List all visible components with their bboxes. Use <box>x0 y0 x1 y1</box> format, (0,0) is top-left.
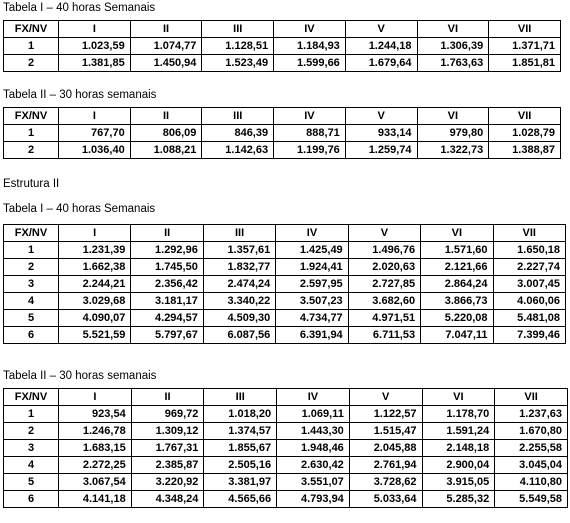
salary-value-cell: 806,09 <box>130 125 202 142</box>
salary-value-cell: 5.481,08 <box>493 310 565 327</box>
header-fx-nv: FX/NV <box>4 389 59 406</box>
header-level: VI <box>417 108 489 125</box>
salary-value-cell: 3.220,92 <box>131 474 204 491</box>
salary-value-cell: 3.007,45 <box>493 276 565 293</box>
salary-value-cell: 979,80 <box>417 125 489 142</box>
header-level: I <box>59 21 131 38</box>
header-level: I <box>59 389 132 406</box>
salary-value-cell: 2.597,95 <box>276 276 348 293</box>
header-level: IV <box>277 389 350 406</box>
row-fx-cell: 6 <box>4 491 59 508</box>
salary-value-cell: 1.036,40 <box>59 142 131 159</box>
salary-value-cell: 969,72 <box>131 406 204 423</box>
salary-value-cell: 1.425,49 <box>276 242 348 259</box>
salary-value-cell: 2.227,74 <box>493 259 565 276</box>
header-level: III <box>202 21 274 38</box>
header-level: V <box>345 108 417 125</box>
salary-value-cell: 1.948,46 <box>277 440 350 457</box>
salary-value-cell: 1.309,12 <box>131 423 204 440</box>
header-level: IV <box>276 225 348 242</box>
row-fx-cell: 1 <box>4 242 59 259</box>
salary-value-cell: 3.507,23 <box>276 293 348 310</box>
row-fx-cell: 3 <box>4 276 59 293</box>
salary-value-cell: 1.523,49 <box>202 55 274 72</box>
salary-value-cell: 1.018,20 <box>204 406 277 423</box>
salary-value-cell: 1.443,30 <box>277 423 350 440</box>
salary-value-cell: 923,54 <box>59 406 132 423</box>
salary-table-3 <box>3 224 566 344</box>
salary-value-cell: 767,70 <box>59 125 131 142</box>
header-level: V <box>345 21 417 38</box>
table-row <box>4 310 566 327</box>
row-fx-cell: 2 <box>4 55 59 72</box>
header-level: VII <box>489 21 561 38</box>
table-row <box>4 55 561 72</box>
salary-value-cell: 2.272,25 <box>59 457 132 474</box>
salary-value-cell: 4.734,77 <box>276 310 348 327</box>
salary-value-cell: 5.285,32 <box>422 491 495 508</box>
salary-value-cell: 1.028,79 <box>489 125 561 142</box>
salary-value-cell: 1.763,63 <box>417 55 489 72</box>
salary-value-cell: 1.670,80 <box>495 423 568 440</box>
salary-value-cell: 1.122,57 <box>349 406 422 423</box>
salary-value-cell: 1.662,38 <box>59 259 131 276</box>
salary-value-cell: 846,39 <box>202 125 274 142</box>
salary-value-cell: 1.388,87 <box>489 142 561 159</box>
row-fx-cell: 1 <box>4 406 59 423</box>
salary-value-cell: 4.090,07 <box>59 310 131 327</box>
salary-value-cell: 5.521,59 <box>59 327 131 344</box>
salary-value-cell: 3.728,62 <box>349 474 422 491</box>
salary-value-cell: 1.767,31 <box>131 440 204 457</box>
salary-value-cell: 4.141,18 <box>59 491 132 508</box>
header-level: VI <box>417 21 489 38</box>
salary-value-cell: 7.399,46 <box>493 327 565 344</box>
salary-value-cell: 1.306,39 <box>417 38 489 55</box>
salary-value-cell: 1.924,41 <box>276 259 348 276</box>
table-row <box>4 457 568 474</box>
header-level: V <box>349 389 422 406</box>
caption-tabela-i-40h-estrutura-ii: Tabela I – 40 horas Semanais <box>3 203 156 215</box>
salary-value-cell: 3.029,68 <box>59 293 131 310</box>
salary-value-cell: 2.121,66 <box>421 259 493 276</box>
caption-estrutura-ii: Estrutura II <box>3 178 60 190</box>
salary-value-cell: 3.045,04 <box>495 457 568 474</box>
salary-value-cell: 4.565,66 <box>204 491 277 508</box>
table-row <box>4 327 566 344</box>
salary-value-cell: 933,14 <box>345 125 417 142</box>
salary-value-cell: 3.067,54 <box>59 474 132 491</box>
row-fx-cell: 2 <box>4 259 59 276</box>
salary-value-cell: 4.509,30 <box>203 310 275 327</box>
salary-value-cell: 1.496,76 <box>348 242 420 259</box>
salary-value-cell: 1.374,57 <box>204 423 277 440</box>
row-fx-cell: 5 <box>4 474 59 491</box>
salary-value-cell: 1.259,74 <box>345 142 417 159</box>
table-row <box>4 293 566 310</box>
header-level: I <box>59 108 131 125</box>
salary-value-cell: 2.727,85 <box>348 276 420 293</box>
salary-value-cell: 1.244,18 <box>345 38 417 55</box>
header-level: VII <box>489 108 561 125</box>
salary-value-cell: 6.087,56 <box>203 327 275 344</box>
salary-value-cell: 1.184,93 <box>274 38 346 55</box>
salary-value-cell: 4.060,06 <box>493 293 565 310</box>
row-fx-cell: 1 <box>4 38 59 55</box>
salary-value-cell: 3.340,22 <box>203 293 275 310</box>
table-header-row <box>4 225 566 242</box>
salary-value-cell: 2.045,88 <box>349 440 422 457</box>
salary-value-cell: 1.237,63 <box>495 406 568 423</box>
salary-value-cell: 1.231,39 <box>59 242 131 259</box>
header-level: IV <box>274 21 346 38</box>
salary-value-cell: 1.683,15 <box>59 440 132 457</box>
header-level: VI <box>422 389 495 406</box>
header-level: III <box>202 108 274 125</box>
salary-value-cell: 1.832,77 <box>203 259 275 276</box>
table-header-row <box>4 108 561 125</box>
salary-value-cell: 2.900,04 <box>422 457 495 474</box>
table-header-row <box>4 21 561 38</box>
row-fx-cell: 4 <box>4 457 59 474</box>
salary-value-cell: 2.356,42 <box>131 276 203 293</box>
salary-value-cell: 2.148,18 <box>422 440 495 457</box>
header-level: II <box>131 389 204 406</box>
salary-value-cell: 3.381,97 <box>204 474 277 491</box>
salary-table-2 <box>3 107 561 159</box>
table-row <box>4 406 568 423</box>
salary-value-cell: 2.630,42 <box>277 457 350 474</box>
salary-value-cell: 4.348,24 <box>131 491 204 508</box>
salary-value-cell: 1.381,85 <box>59 55 131 72</box>
salary-value-cell: 5.033,64 <box>349 491 422 508</box>
salary-value-cell: 2.020,63 <box>348 259 420 276</box>
header-level: V <box>348 225 420 242</box>
salary-value-cell: 7.047,11 <box>421 327 493 344</box>
salary-value-cell: 1.088,21 <box>130 142 202 159</box>
salary-value-cell: 1.246,78 <box>59 423 132 440</box>
salary-value-cell: 4.294,57 <box>131 310 203 327</box>
table-row <box>4 259 566 276</box>
row-fx-cell: 4 <box>4 293 59 310</box>
salary-value-cell: 2.761,94 <box>349 457 422 474</box>
salary-value-cell: 1.069,11 <box>277 406 350 423</box>
caption-tabela-i-40h: Tabela I – 40 horas Semanais <box>3 2 156 14</box>
salary-value-cell: 1.745,50 <box>131 259 203 276</box>
header-level: I <box>59 225 131 242</box>
row-fx-cell: 3 <box>4 440 59 457</box>
table-row <box>4 440 568 457</box>
salary-value-cell: 2.244,21 <box>59 276 131 293</box>
salary-table-1 <box>3 20 561 72</box>
header-fx-nv: FX/NV <box>4 225 59 242</box>
table-row <box>4 125 561 142</box>
salary-value-cell: 1.292,96 <box>131 242 203 259</box>
salary-value-cell: 4.971,51 <box>348 310 420 327</box>
salary-value-cell: 2.474,24 <box>203 276 275 293</box>
salary-value-cell: 888,71 <box>274 125 346 142</box>
salary-value-cell: 1.515,47 <box>349 423 422 440</box>
salary-value-cell: 1.599,66 <box>274 55 346 72</box>
row-fx-cell: 6 <box>4 327 59 344</box>
salary-value-cell: 2.255,58 <box>495 440 568 457</box>
header-level: II <box>130 108 202 125</box>
header-fx-nv: FX/NV <box>4 108 59 125</box>
salary-value-cell: 3.551,07 <box>277 474 350 491</box>
header-fx-nv: FX/NV <box>4 21 59 38</box>
row-fx-cell: 2 <box>4 423 59 440</box>
salary-value-cell: 2.505,16 <box>204 457 277 474</box>
salary-value-cell: 3.866,73 <box>421 293 493 310</box>
salary-value-cell: 1.679,64 <box>345 55 417 72</box>
salary-value-cell: 1.357,61 <box>203 242 275 259</box>
salary-value-cell: 1.851,81 <box>489 55 561 72</box>
salary-value-cell: 5.549,58 <box>495 491 568 508</box>
salary-value-cell: 1.571,60 <box>421 242 493 259</box>
table-row <box>4 38 561 55</box>
salary-value-cell: 5.220,08 <box>421 310 493 327</box>
salary-value-cell: 3.682,60 <box>348 293 420 310</box>
salary-value-cell: 1.322,73 <box>417 142 489 159</box>
salary-value-cell: 1.450,94 <box>130 55 202 72</box>
salary-value-cell: 6.391,94 <box>276 327 348 344</box>
row-fx-cell: 1 <box>4 125 59 142</box>
table-row <box>4 423 568 440</box>
header-level: IV <box>274 108 346 125</box>
table-row <box>4 474 568 491</box>
salary-value-cell: 1.178,70 <box>422 406 495 423</box>
salary-value-cell: 1.650,18 <box>493 242 565 259</box>
header-level: VII <box>493 225 565 242</box>
salary-value-cell: 1.855,67 <box>204 440 277 457</box>
salary-table-4 <box>3 388 568 508</box>
table-row <box>4 276 566 293</box>
salary-value-cell: 1.023,59 <box>59 38 131 55</box>
row-fx-cell: 5 <box>4 310 59 327</box>
salary-value-cell: 2.385,87 <box>131 457 204 474</box>
salary-value-cell: 2.864,24 <box>421 276 493 293</box>
salary-value-cell: 6.711,53 <box>348 327 420 344</box>
header-level: II <box>131 225 203 242</box>
salary-value-cell: 1.128,51 <box>202 38 274 55</box>
salary-value-cell: 3.181,17 <box>131 293 203 310</box>
header-level: III <box>203 225 275 242</box>
header-level: VII <box>495 389 568 406</box>
salary-value-cell: 1.371,71 <box>489 38 561 55</box>
salary-value-cell: 4.110,80 <box>495 474 568 491</box>
salary-value-cell: 1.142,63 <box>202 142 274 159</box>
header-level: II <box>130 21 202 38</box>
salary-value-cell: 5.797,67 <box>131 327 203 344</box>
caption-tabela-ii-30h: Tabela II – 30 horas semanais <box>3 89 157 101</box>
salary-value-cell: 1.199,76 <box>274 142 346 159</box>
salary-value-cell: 4.793,94 <box>277 491 350 508</box>
table-row <box>4 242 566 259</box>
table-row <box>4 142 561 159</box>
salary-value-cell: 1.591,24 <box>422 423 495 440</box>
table-row <box>4 491 568 508</box>
caption-tabela-ii-30h-estrutura-ii: Tabela II – 30 horas semanais <box>3 370 157 382</box>
salary-value-cell: 1.074,77 <box>130 38 202 55</box>
row-fx-cell: 2 <box>4 142 59 159</box>
table-header-row <box>4 389 568 406</box>
header-level: VI <box>421 225 493 242</box>
header-level: III <box>204 389 277 406</box>
salary-value-cell: 3.915,05 <box>422 474 495 491</box>
